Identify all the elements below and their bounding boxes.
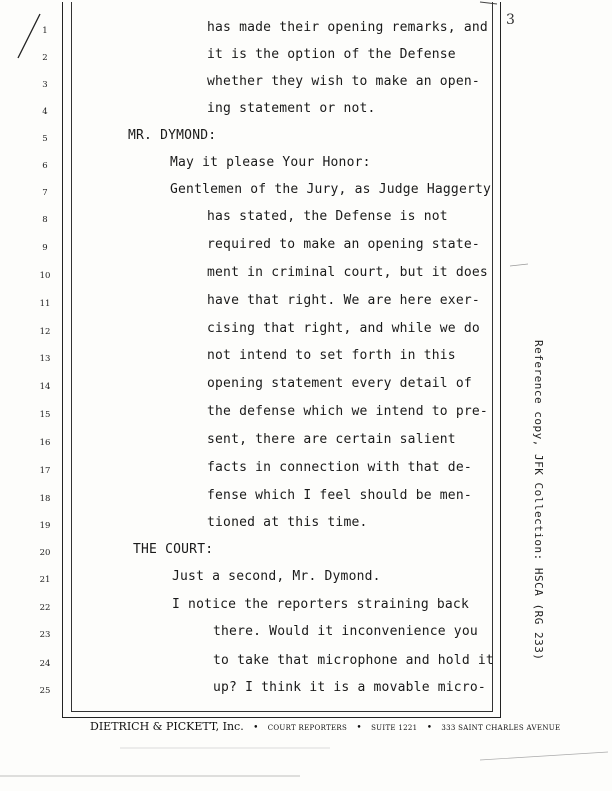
transcript-line: THE COURT: — [133, 542, 214, 557]
transcript-line: there. Would it inconvenience you — [213, 624, 478, 639]
transcript-line: not intend to set forth in this — [207, 348, 456, 363]
transcript-line: MR. DYMOND: — [128, 128, 217, 143]
archive-reference-stamp: Reference copy, JFK Collection: HSCA (RG 233) — [532, 340, 545, 661]
line-number: 18 — [39, 494, 51, 504]
line-number: 11 — [39, 299, 51, 309]
firm-address: 333 SAINT CHARLES AVENUE — [441, 724, 561, 732]
transcript-line: cising that right, and while we do — [207, 321, 480, 336]
line-number: 16 — [39, 438, 51, 448]
transcript-line: Just a second, Mr. Dymond. — [172, 569, 381, 584]
line-number: 1 — [42, 26, 48, 36]
line-number: 7 — [42, 188, 48, 198]
line-number: 22 — [39, 603, 51, 613]
line-number: 25 — [39, 686, 51, 696]
line-number: 9 — [42, 243, 48, 253]
line-number: 13 — [39, 354, 51, 364]
footer-dot-icon: • — [426, 723, 433, 733]
transcript-line: opening statement every detail of — [207, 376, 472, 391]
line-number: 24 — [39, 659, 51, 669]
line-number: 5 — [42, 134, 48, 144]
line-number: 12 — [39, 327, 51, 337]
firm-suite: SUITE 1221 — [371, 724, 418, 732]
transcript-line: has stated, the Defense is not — [207, 209, 448, 224]
transcript-line: to take that microphone and hold it — [213, 653, 494, 668]
line-number: 19 — [39, 521, 51, 531]
firm-department: COURT REPORTERS — [267, 724, 348, 732]
line-number: 15 — [39, 410, 51, 420]
transcript-line: up? I think it is a movable micro- — [213, 680, 486, 695]
page-number-mark: 3 — [506, 12, 515, 28]
transcript-line: tioned at this time. — [207, 515, 368, 530]
line-number: 6 — [42, 161, 48, 171]
transcript-line: has made their opening remarks, and — [207, 20, 488, 35]
footer-dot-icon: • — [356, 723, 362, 733]
reporter-footer — [90, 720, 560, 733]
line-number: 3 — [42, 80, 48, 90]
transcript-line: May it please Your Honor: — [170, 155, 371, 170]
transcript-line: required to make an opening state- — [207, 237, 480, 252]
firm-name: DIETRICH & PICKETT, Inc. — [90, 720, 244, 733]
line-number: 10 — [39, 271, 51, 281]
transcript-line: I notice the reporters straining back — [172, 597, 469, 612]
line-number: 20 — [39, 548, 51, 558]
transcript-line: have that right. We are here exer- — [207, 293, 480, 308]
line-number: 8 — [42, 215, 48, 225]
transcript-line: sent, there are certain salient — [207, 432, 456, 447]
transcript-line: fense which I feel should be men- — [207, 488, 472, 503]
line-number: 14 — [39, 382, 51, 392]
transcript-line: ing statement or not. — [207, 101, 376, 116]
line-number: 23 — [39, 630, 51, 640]
line-number: 21 — [39, 575, 51, 585]
line-number: 2 — [42, 53, 48, 63]
transcript-line: whether they wish to make an open- — [207, 74, 480, 89]
transcript-line: it is the option of the Defense — [207, 47, 456, 62]
footer-dot-icon: • — [253, 723, 259, 733]
line-number: 17 — [39, 466, 51, 476]
transcript-line: the defense which we intend to pre- — [207, 404, 488, 419]
transcript-line: Gentlemen of the Jury, as Judge Haggerty — [170, 182, 492, 197]
transcript-line: facts in connection with that de- — [207, 460, 472, 475]
transcript-line: ment in criminal court, but it does — [207, 265, 488, 280]
line-number: 4 — [42, 107, 48, 117]
